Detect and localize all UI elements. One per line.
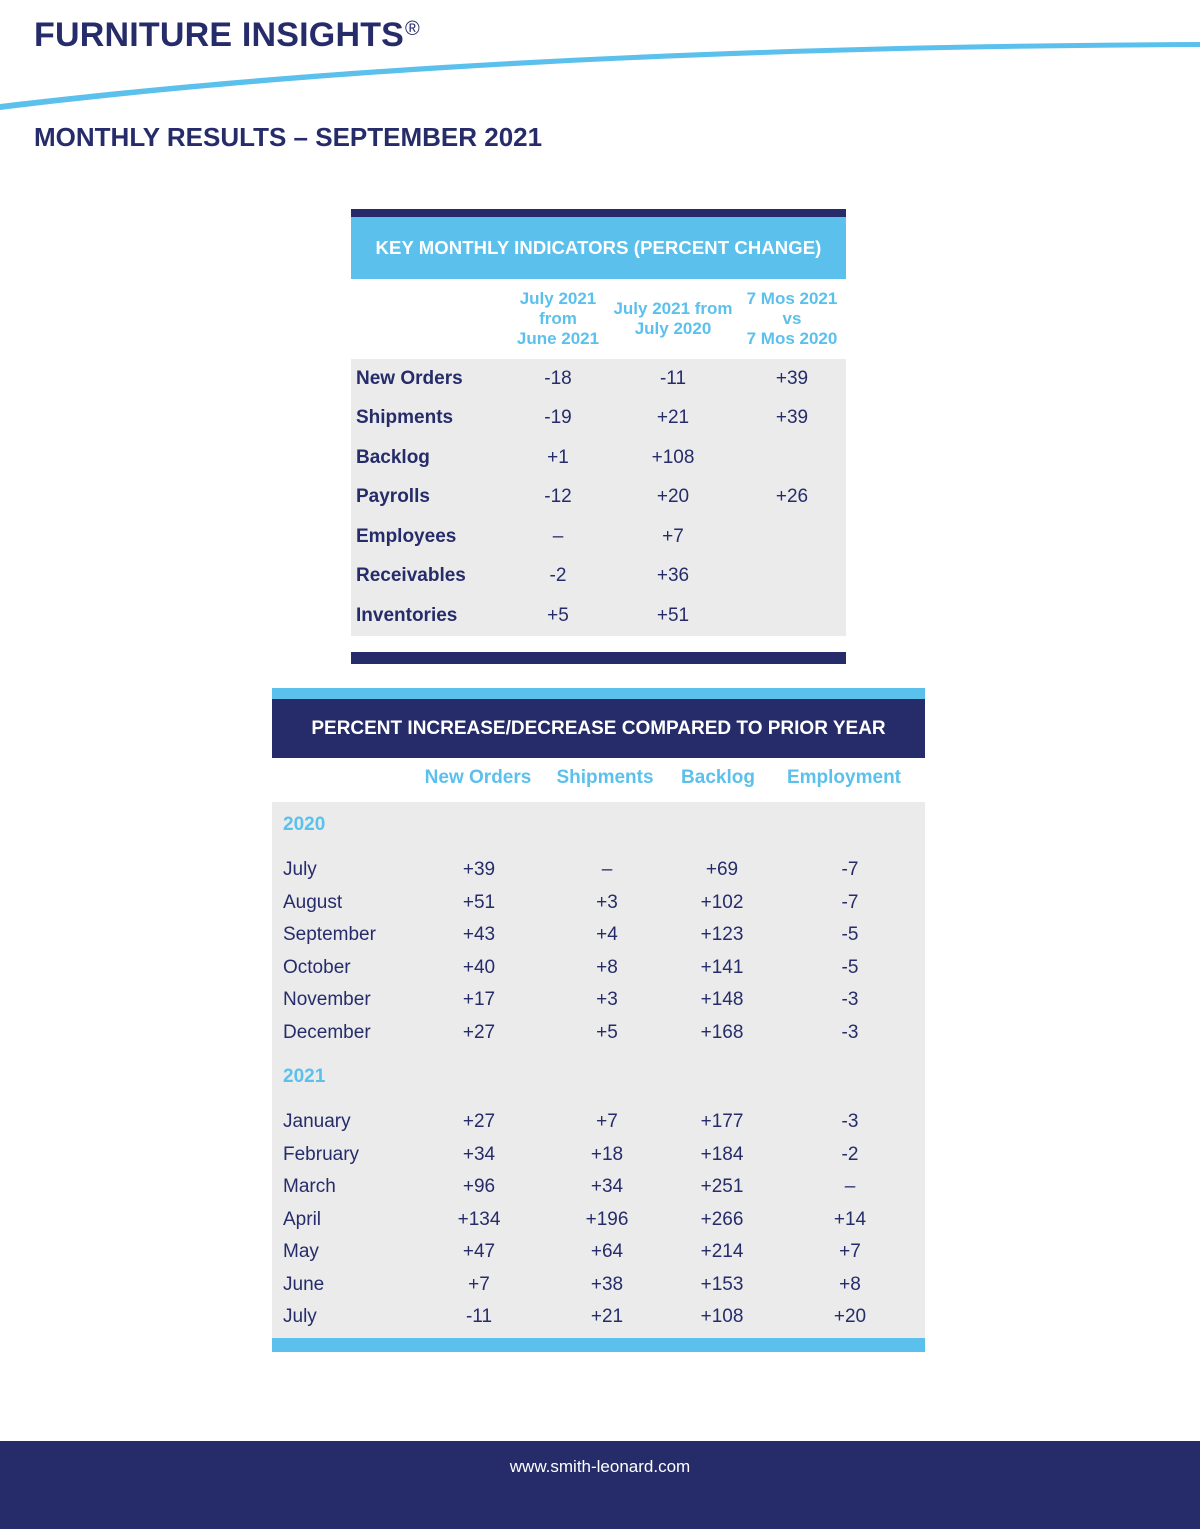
table-cell: +51 xyxy=(462,891,496,913)
kmi-cell: +108 xyxy=(651,446,695,468)
year-heading: 2021 xyxy=(283,1066,326,1087)
month-label: April xyxy=(283,1208,322,1230)
table-row xyxy=(272,1022,925,1054)
kmi-row-label: Backlog xyxy=(356,446,430,468)
table-cell: -3 xyxy=(841,1111,859,1132)
month-label: March xyxy=(283,1176,336,1197)
table-cell: +27 xyxy=(462,1111,496,1132)
prior-year-title: PERCENT INCREASE/DECREASE COMPARED TO PRIOR YEAR xyxy=(272,699,925,758)
table-row xyxy=(272,1111,925,1143)
table-cell: +177 xyxy=(700,1111,744,1132)
kmi-row xyxy=(351,557,846,596)
table-cell: +38 xyxy=(590,1273,624,1295)
table-cell: +17 xyxy=(462,989,496,1010)
table-cell: +14 xyxy=(833,1208,867,1230)
prior-year-column-headers xyxy=(272,758,925,802)
kmi-cell: +1 xyxy=(547,446,569,468)
kmi-cell: – xyxy=(552,525,564,547)
kmi-row xyxy=(351,438,846,477)
kmi-row xyxy=(351,596,846,635)
table-cell: +8 xyxy=(596,956,618,978)
footer xyxy=(0,1441,1200,1529)
kmi-cell: +5 xyxy=(547,604,569,626)
table-cell: +141 xyxy=(700,956,744,978)
kmi-col-header: July 2021 from July 2020 xyxy=(613,299,733,338)
table-cell: +148 xyxy=(700,989,744,1010)
table-row xyxy=(272,1274,925,1306)
table-cell: -5 xyxy=(841,956,859,978)
kmi-cell: +39 xyxy=(775,367,809,389)
table-cell: +3 xyxy=(596,891,618,913)
table-cell: -5 xyxy=(841,924,859,945)
table-cell: -3 xyxy=(841,989,859,1010)
registered-mark: ® xyxy=(405,18,420,40)
py-col-header: New Orders xyxy=(424,767,532,788)
month-label: July xyxy=(283,859,317,880)
table-cell: +134 xyxy=(457,1208,501,1230)
table-row xyxy=(272,1144,925,1176)
table-cell: +7 xyxy=(596,1111,618,1132)
kmi-row-label: Receivables xyxy=(356,565,466,586)
table-row xyxy=(272,924,925,956)
table-cell: +108 xyxy=(700,1306,744,1327)
kmi-row-label: Shipments xyxy=(356,407,454,428)
month-label: August xyxy=(283,891,343,913)
month-label: June xyxy=(283,1273,325,1295)
prior-year-body xyxy=(272,802,925,1338)
py-col-header: Shipments xyxy=(556,767,654,788)
table-row xyxy=(272,989,925,1021)
table-cell: -7 xyxy=(841,859,859,880)
kmi-cell: -18 xyxy=(544,367,572,389)
key-indicators-table xyxy=(351,209,846,664)
key-indicators-body xyxy=(351,359,846,636)
brand-title xyxy=(34,16,420,55)
year-heading: 2020 xyxy=(283,814,326,835)
table-cell: +7 xyxy=(468,1273,490,1295)
table-cell: +251 xyxy=(700,1176,744,1197)
kmi-row xyxy=(351,478,846,517)
kmi-row-label: New Orders xyxy=(356,367,463,389)
brand-title-text: FURNITURE INSIGHTS xyxy=(34,16,405,54)
table-cell: +47 xyxy=(462,1241,496,1262)
kmi-row-label: Employees xyxy=(356,525,457,547)
table-cell: +8 xyxy=(839,1273,861,1295)
table-row xyxy=(272,892,925,924)
table-cell: +69 xyxy=(705,859,739,880)
table-cell: +214 xyxy=(700,1241,744,1262)
table-cell: -3 xyxy=(841,1021,859,1043)
table-cell: +168 xyxy=(700,1021,744,1043)
kmi-cell: -19 xyxy=(544,407,572,428)
kmi-row-label: Inventories xyxy=(356,604,458,626)
month-label: December xyxy=(283,1021,371,1043)
month-label: September xyxy=(283,924,376,945)
prior-year-bottom-bar xyxy=(272,1338,925,1352)
month-label: November xyxy=(283,989,371,1010)
py-col-header: Backlog xyxy=(681,767,755,788)
kmi-cell: -12 xyxy=(544,486,572,507)
table-cell: +7 xyxy=(839,1241,861,1262)
kmi-row xyxy=(351,359,846,398)
table-cell: +153 xyxy=(700,1273,744,1295)
table-cell: -11 xyxy=(465,1306,493,1327)
page-subtitle: MONTHLY RESULTS – SEPTEMBER 2021 xyxy=(34,122,543,152)
table-cell: – xyxy=(601,859,613,880)
py-col-header: Employment xyxy=(786,767,902,788)
month-label: October xyxy=(283,956,351,978)
table-row xyxy=(272,1306,925,1338)
table-cell: +43 xyxy=(462,924,496,945)
month-label: February xyxy=(283,1143,360,1165)
kmi-row xyxy=(351,399,846,438)
prior-year-top-bar xyxy=(272,688,925,699)
table-cell: +27 xyxy=(462,1021,496,1043)
table-cell: -2 xyxy=(841,1143,859,1165)
kmi-cell: +21 xyxy=(656,407,690,428)
table-cell: +18 xyxy=(590,1143,624,1165)
kmi-cell: +20 xyxy=(656,486,690,507)
key-indicators-title: KEY MONTHLY INDICATORS (PERCENT CHANGE) xyxy=(351,217,846,279)
footer-url-link[interactable]: www.smith-leonard.com xyxy=(509,1457,691,1476)
key-indicators-column-headers xyxy=(351,279,846,359)
table-cell: +64 xyxy=(590,1241,624,1262)
table-cell: +34 xyxy=(462,1143,496,1165)
kmi-row-label: Payrolls xyxy=(356,486,430,507)
kmi-cell: +36 xyxy=(656,565,690,586)
table-cell: +5 xyxy=(596,1021,618,1043)
table-row xyxy=(272,1209,925,1241)
month-label: January xyxy=(283,1111,351,1132)
key-indicators-top-bar xyxy=(351,209,846,217)
table-cell: +20 xyxy=(833,1306,867,1327)
kmi-cell: +26 xyxy=(775,486,809,507)
table-cell: +21 xyxy=(590,1306,624,1327)
table-cell: +266 xyxy=(700,1208,744,1230)
table-cell: +123 xyxy=(700,924,744,945)
table-cell: -7 xyxy=(841,891,859,913)
kmi-col-header: 7 Mos 2021 vs 7 Mos 2020 xyxy=(746,289,838,348)
table-cell: +4 xyxy=(596,924,618,945)
table-cell: +102 xyxy=(700,891,744,913)
kmi-cell: +7 xyxy=(662,525,684,547)
table-row xyxy=(272,859,925,891)
kmi-row xyxy=(351,517,846,556)
month-label: May xyxy=(283,1241,319,1262)
table-row xyxy=(272,957,925,989)
month-label: July xyxy=(283,1306,317,1327)
kmi-cell: +51 xyxy=(656,604,690,626)
table-cell: +96 xyxy=(462,1176,496,1197)
kmi-cell: -11 xyxy=(659,367,687,389)
table-cell: +196 xyxy=(585,1208,629,1230)
table-cell: +34 xyxy=(590,1176,624,1197)
table-cell: +39 xyxy=(462,859,496,880)
table-row xyxy=(272,1241,925,1273)
prior-year-table xyxy=(272,688,925,1352)
table-cell: +40 xyxy=(462,956,496,978)
kmi-col-header: July 2021 from June 2021 xyxy=(516,289,600,348)
table-cell: +3 xyxy=(596,989,618,1010)
key-indicators-bottom-bar xyxy=(351,652,846,664)
kmi-cell: -2 xyxy=(549,565,567,586)
table-row xyxy=(272,1176,925,1208)
table-cell: – xyxy=(844,1176,856,1197)
table-cell: +184 xyxy=(700,1143,744,1165)
kmi-cell: +39 xyxy=(775,407,809,428)
